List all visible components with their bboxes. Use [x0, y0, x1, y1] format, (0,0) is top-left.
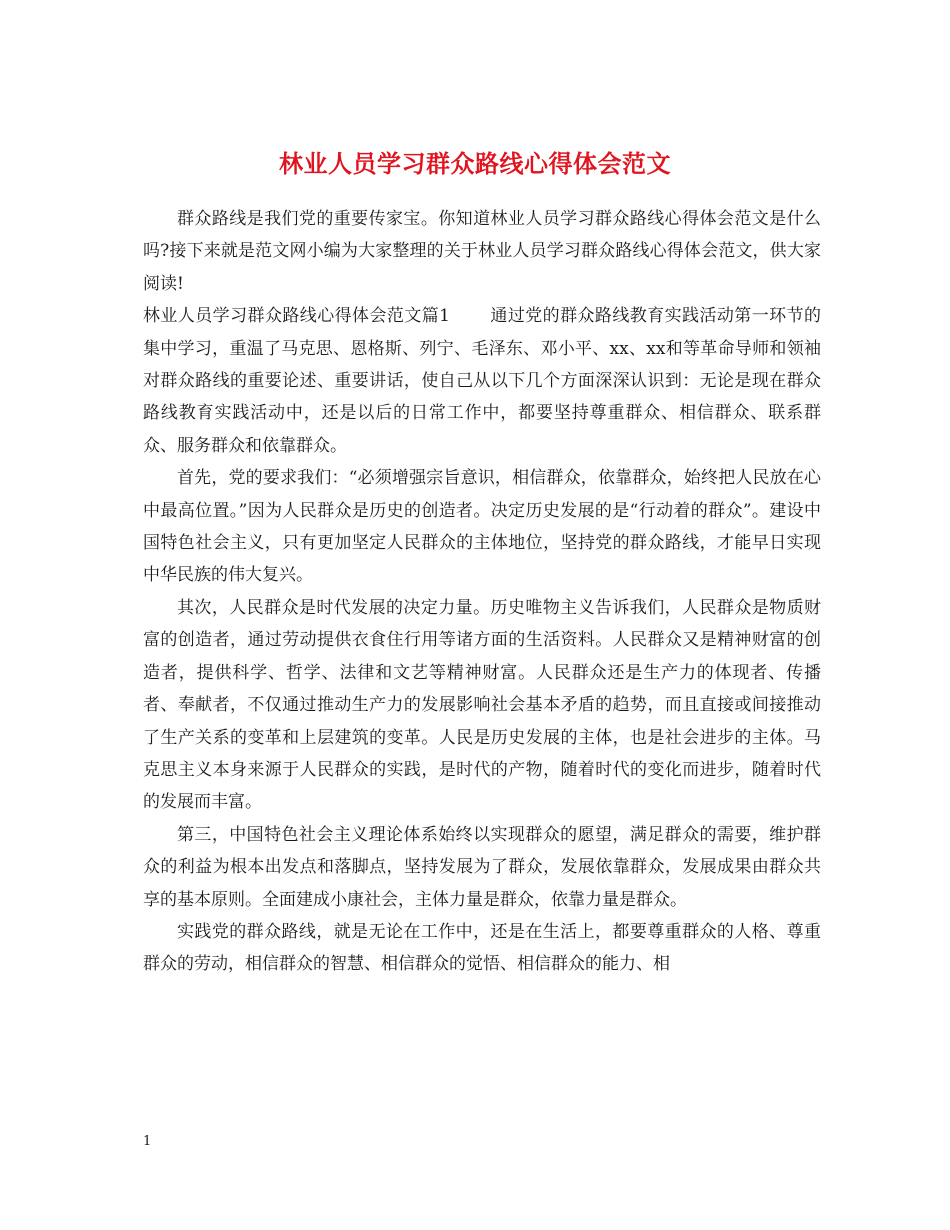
section-heading: 林业人员学习群众路线心得体会范文篇1 — [143, 306, 450, 327]
document-title: 林业人员学习群众路线心得体会范文 — [279, 149, 671, 179]
body-paragraph-1: 首先，党的要求我们：“必须增强宗旨意识，相信群众，依靠群众，始终把人民放在心中最高位置。”因为人民群众是历史的创造者。决定历史发展的是“行动着的群众”。建设中国特色社会主义，只有更加坚定人民群众的主体地位，坚持党的群众路线，才能早日实现中华民族的伟大复兴。 — [143, 468, 821, 586]
page-number: 1 — [143, 1134, 152, 1149]
section-first-text: 通过党的群众路线教育实践活动第一环节的集中学习，重温了马克思、恩格斯、列宁、毛泽东、邓小平、xx、xx和等革命导师和领袖对群众路线的重要论述、重要讲话，使自己从以下几个方面深深认识到：无论是现在群众路线教育实践活动中，还是以后的日常工作中，都要坚持尊重群众、相信群众、联系群众、服务群众和依靠群众。 — [143, 306, 821, 456]
body-paragraph-4: 实践党的群众路线，就是无论在工作中，还是在生活上，都要尊重群众的人格、尊重群众的劳动，相信群众的智慧、相信群众的觉悟、相信群众的能力、相 — [143, 921, 821, 975]
section-paragraph — [143, 300, 821, 462]
document-body — [143, 203, 821, 981]
body-paragraph-3: 第三，中国特色社会主义理论体系始终以实现群众的愿望，满足群众的需要，维护群众的利益为根本出发点和落脚点，坚持发展为了群众，发展依靠群众，发展成果由群众共享的基本原则。全面建成小康社会，主体力量是群众，依靠力量是群众。 — [143, 824, 821, 910]
body-paragraph-2: 其次，人民群众是时代发展的决定力量。历史唯物主义告诉我们，人民群众是物质财富的创造者，通过劳动提供衣食住行用等诸方面的生活资料。人民群众又是精神财富的创造者，提供科学、哲学、法律和文艺等精神财富。人民群众还是生产力的体现者、传播者、奉献者，不仅通过推动生产力的发展影响社会基本矛盾的趋势，而且直接或间接推动了生产关系的变革和上层建筑的变革。人民是历史发展的主体，也是社会进步的主体。马克思主义本身来源于人民群众的实践，是时代的产物，随着时代的变化而进步，随着时代的发展而丰富。 — [143, 597, 821, 813]
intro-paragraph: 群众路线是我们党的重要传家宝。你知道林业人员学习群众路线心得体会范文是什么吗?接下来就是范文网小编为大家整理的关于林业人员学习群众路线心得体会范文，供大家阅读! — [143, 209, 821, 294]
